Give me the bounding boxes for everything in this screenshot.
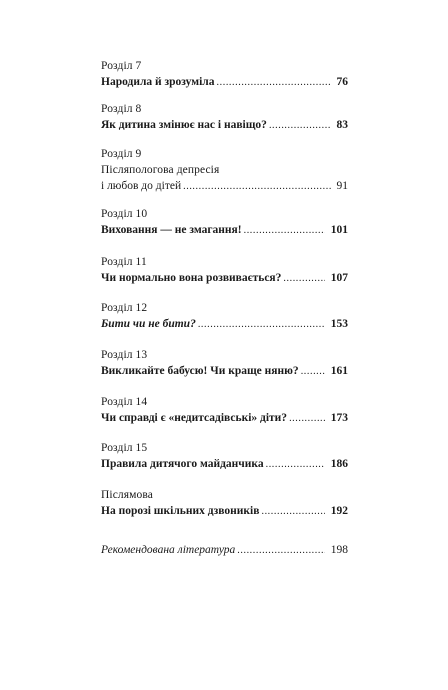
page-number: 83 bbox=[336, 119, 348, 131]
toc-line bbox=[101, 503, 348, 520]
chapter-title: Виховання — не змагання! bbox=[101, 224, 242, 236]
page-number: 101 bbox=[330, 224, 348, 236]
toc-entry-chapter-12[interactable] bbox=[101, 300, 348, 333]
chapter-title: Правила дитячого майданчика bbox=[101, 458, 264, 470]
toc-entry-afterword[interactable] bbox=[101, 487, 348, 520]
toc-line bbox=[101, 74, 348, 91]
toc-entry-chapter-8[interactable] bbox=[101, 101, 348, 134]
chapter-title: Викликайте бабусю! Чи краще няню? bbox=[101, 365, 299, 377]
chapter-label: Розділ 11 bbox=[101, 256, 147, 268]
chapter-title: На порозі шкільних дзвоників bbox=[101, 505, 260, 517]
chapter-title: Народила й зрозуміла bbox=[101, 76, 215, 88]
toc-entry-chapter-14[interactable] bbox=[101, 394, 348, 427]
dot-leader bbox=[283, 271, 324, 287]
chapter-title: і любов до дітей bbox=[101, 180, 182, 192]
toc-line bbox=[101, 363, 348, 380]
chapter-title: Бити чи не бити? bbox=[101, 318, 196, 330]
chapter-label: Розділ 15 bbox=[101, 442, 148, 454]
dot-leader bbox=[183, 179, 330, 195]
toc-entry-chapter-9[interactable] bbox=[101, 146, 348, 195]
chapter-label: Розділ 13 bbox=[101, 349, 148, 361]
page-number: 153 bbox=[330, 318, 348, 330]
toc-line bbox=[101, 270, 348, 287]
dot-leader bbox=[301, 364, 325, 380]
page-number: 91 bbox=[336, 180, 348, 192]
dot-leader bbox=[237, 543, 324, 559]
toc-line bbox=[101, 542, 348, 559]
chapter-title: Чи справді є «недитсадівські» діти? bbox=[101, 412, 288, 424]
toc-entry-recommended-literature[interactable] bbox=[101, 542, 348, 559]
chapter-label: Розділ 7 bbox=[101, 60, 142, 72]
dot-leader bbox=[198, 317, 325, 333]
chapter-title: Рекомендована література bbox=[101, 544, 236, 556]
toc-line bbox=[101, 410, 348, 427]
toc-line bbox=[101, 178, 348, 195]
toc-entry-chapter-7[interactable] bbox=[101, 58, 348, 91]
chapter-label: Післямова bbox=[101, 489, 153, 501]
dot-leader bbox=[244, 223, 325, 239]
page-number: 198 bbox=[330, 544, 348, 556]
toc-line bbox=[101, 117, 348, 134]
toc-entry-chapter-13[interactable] bbox=[101, 347, 348, 380]
dot-leader bbox=[269, 118, 331, 134]
page-number: 161 bbox=[330, 365, 348, 377]
dot-leader bbox=[266, 457, 325, 473]
dot-leader bbox=[289, 411, 325, 427]
dot-leader bbox=[217, 75, 331, 91]
toc-line bbox=[101, 222, 348, 239]
toc-entry-chapter-10[interactable] bbox=[101, 206, 348, 239]
chapter-title: Як дитина змінює нас і навіщо? bbox=[101, 119, 267, 131]
toc-line bbox=[101, 316, 348, 333]
page-number: 173 bbox=[330, 412, 348, 424]
chapter-label: Розділ 10 bbox=[101, 208, 148, 220]
dot-leader bbox=[261, 504, 324, 520]
page-number: 107 bbox=[330, 272, 348, 284]
chapter-label: Розділ 9 bbox=[101, 148, 142, 160]
page-number: 192 bbox=[330, 505, 348, 517]
toc-entry-chapter-15[interactable] bbox=[101, 440, 348, 473]
chapter-title-first-line: Післяпологова депресія bbox=[101, 164, 220, 176]
page-number: 186 bbox=[330, 458, 348, 470]
chapter-label: Розділ 14 bbox=[101, 396, 148, 408]
chapter-label: Розділ 12 bbox=[101, 302, 148, 314]
chapter-label: Розділ 8 bbox=[101, 103, 142, 115]
toc-entry-chapter-11[interactable] bbox=[101, 254, 348, 287]
toc-line bbox=[101, 456, 348, 473]
page-number: 76 bbox=[336, 76, 348, 88]
chapter-title: Чи нормально вона розвивається? bbox=[101, 272, 282, 284]
